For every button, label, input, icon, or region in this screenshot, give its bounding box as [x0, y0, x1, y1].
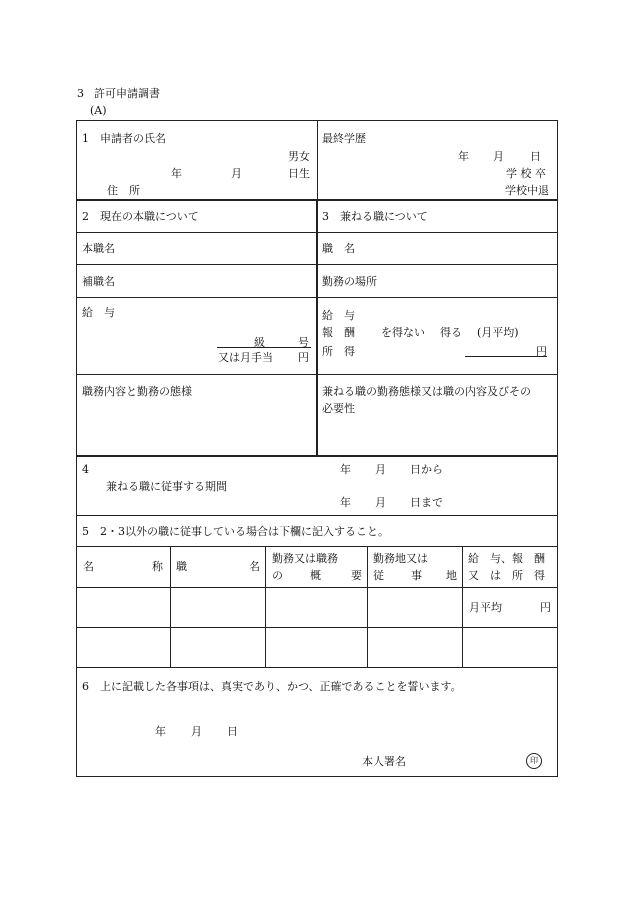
col-title-b: 名	[249, 560, 260, 573]
col-location-ji: 事	[411, 569, 422, 582]
signature-label: 本人署名	[362, 755, 406, 768]
col-duty-summary-line1: 勤務又は職務	[272, 552, 338, 565]
col-location-ju: 従	[373, 569, 384, 582]
row-monthly-yen: 円	[540, 601, 551, 614]
yen-label: 円	[298, 351, 309, 364]
necessity-label-line1: 兼ねる職の勤務態様又は職の内容及びその	[322, 385, 531, 398]
workplace-label: 勤務の場所	[322, 275, 377, 288]
birth-month-label: 月	[231, 167, 242, 180]
step-label: 号	[298, 336, 309, 349]
gender-field: 男女	[288, 150, 310, 163]
col-duty-summary-no: の	[272, 569, 283, 582]
col-name-a: 名	[83, 560, 94, 573]
monthly-average-label: (月平均)	[477, 326, 519, 339]
current-job-heading: 2 現在の本職について	[82, 210, 199, 223]
period-from-year: 年	[340, 463, 351, 476]
col-location-line1: 勤務地又は	[373, 552, 428, 565]
period-label: 兼ねる職に従事する期間	[106, 480, 227, 493]
heading-number: 3	[77, 87, 84, 100]
birth-year-label: 年	[171, 167, 182, 180]
row-monthly-average: 月平均	[469, 601, 502, 614]
oath-month: 月	[191, 725, 202, 738]
main-job-title-label: 本職名	[82, 242, 115, 255]
period-number: 4	[82, 463, 89, 476]
col-location-chi: 地	[446, 569, 457, 582]
edu-dropout-label: 学校中退	[505, 184, 549, 197]
col-duty-summary-gai: 概	[310, 569, 321, 582]
col-title-a: 職	[176, 560, 187, 573]
income-yen-label: 円	[536, 345, 547, 358]
income-label: 所 得	[322, 345, 355, 358]
edu-month-label: 月	[493, 150, 504, 163]
concurrent-job-heading: 3 兼ねる職について	[322, 210, 428, 223]
col-pay-line1: 給 与、報 酬	[468, 552, 545, 565]
monthly-allowance-label: 又は月手当	[218, 351, 273, 364]
oath-statement: 6 上に記載した各事項は、真実であり、かつ、正確であることを誓います。	[82, 680, 462, 693]
concurrent-salary-label: 給 与	[322, 309, 355, 322]
period-to-year: 年	[340, 496, 351, 509]
col-name-b: 称	[152, 560, 163, 573]
page-title: 許可申請調書	[94, 87, 160, 100]
oath-year: 年	[155, 725, 166, 738]
period-from-day: 日から	[410, 463, 443, 476]
edu-graduated-label: 学 校 卒	[506, 167, 546, 180]
necessity-label-line2: 必要性	[322, 402, 355, 415]
grade-label: 級	[254, 336, 265, 349]
job-title-label: 職 名	[322, 242, 355, 255]
remuneration-label: 報 酬	[322, 326, 355, 339]
applicant-name-label: 1 申請者の氏名	[82, 132, 166, 145]
seal-icon: 印	[526, 753, 542, 769]
not-received-option: を得ない	[381, 326, 425, 339]
period-from-month: 月	[375, 463, 386, 476]
received-option: 得る	[440, 326, 462, 339]
period-to-day: 日まで	[410, 496, 443, 509]
duties-label: 職務内容と勤務の態様	[82, 385, 192, 398]
birth-day-label: 日生	[288, 167, 310, 180]
salary-label: 給 与	[82, 306, 115, 319]
col-pay-line2: 又 は 所 得	[468, 569, 545, 582]
edu-year-label: 年	[458, 150, 469, 163]
oath-day: 日	[227, 725, 238, 738]
address-label: 住 所	[107, 184, 140, 197]
period-to-month: 月	[375, 496, 386, 509]
edu-day-label: 日	[530, 150, 541, 163]
col-duty-summary-you: 要	[351, 569, 362, 582]
assigned-post-label: 補職名	[82, 275, 115, 288]
form-variant: (A)	[90, 104, 107, 117]
education-label: 最終学歴	[322, 132, 366, 145]
other-jobs-heading: 5 2・3以外の職に従事している場合は下欄に記入すること。	[82, 525, 389, 538]
